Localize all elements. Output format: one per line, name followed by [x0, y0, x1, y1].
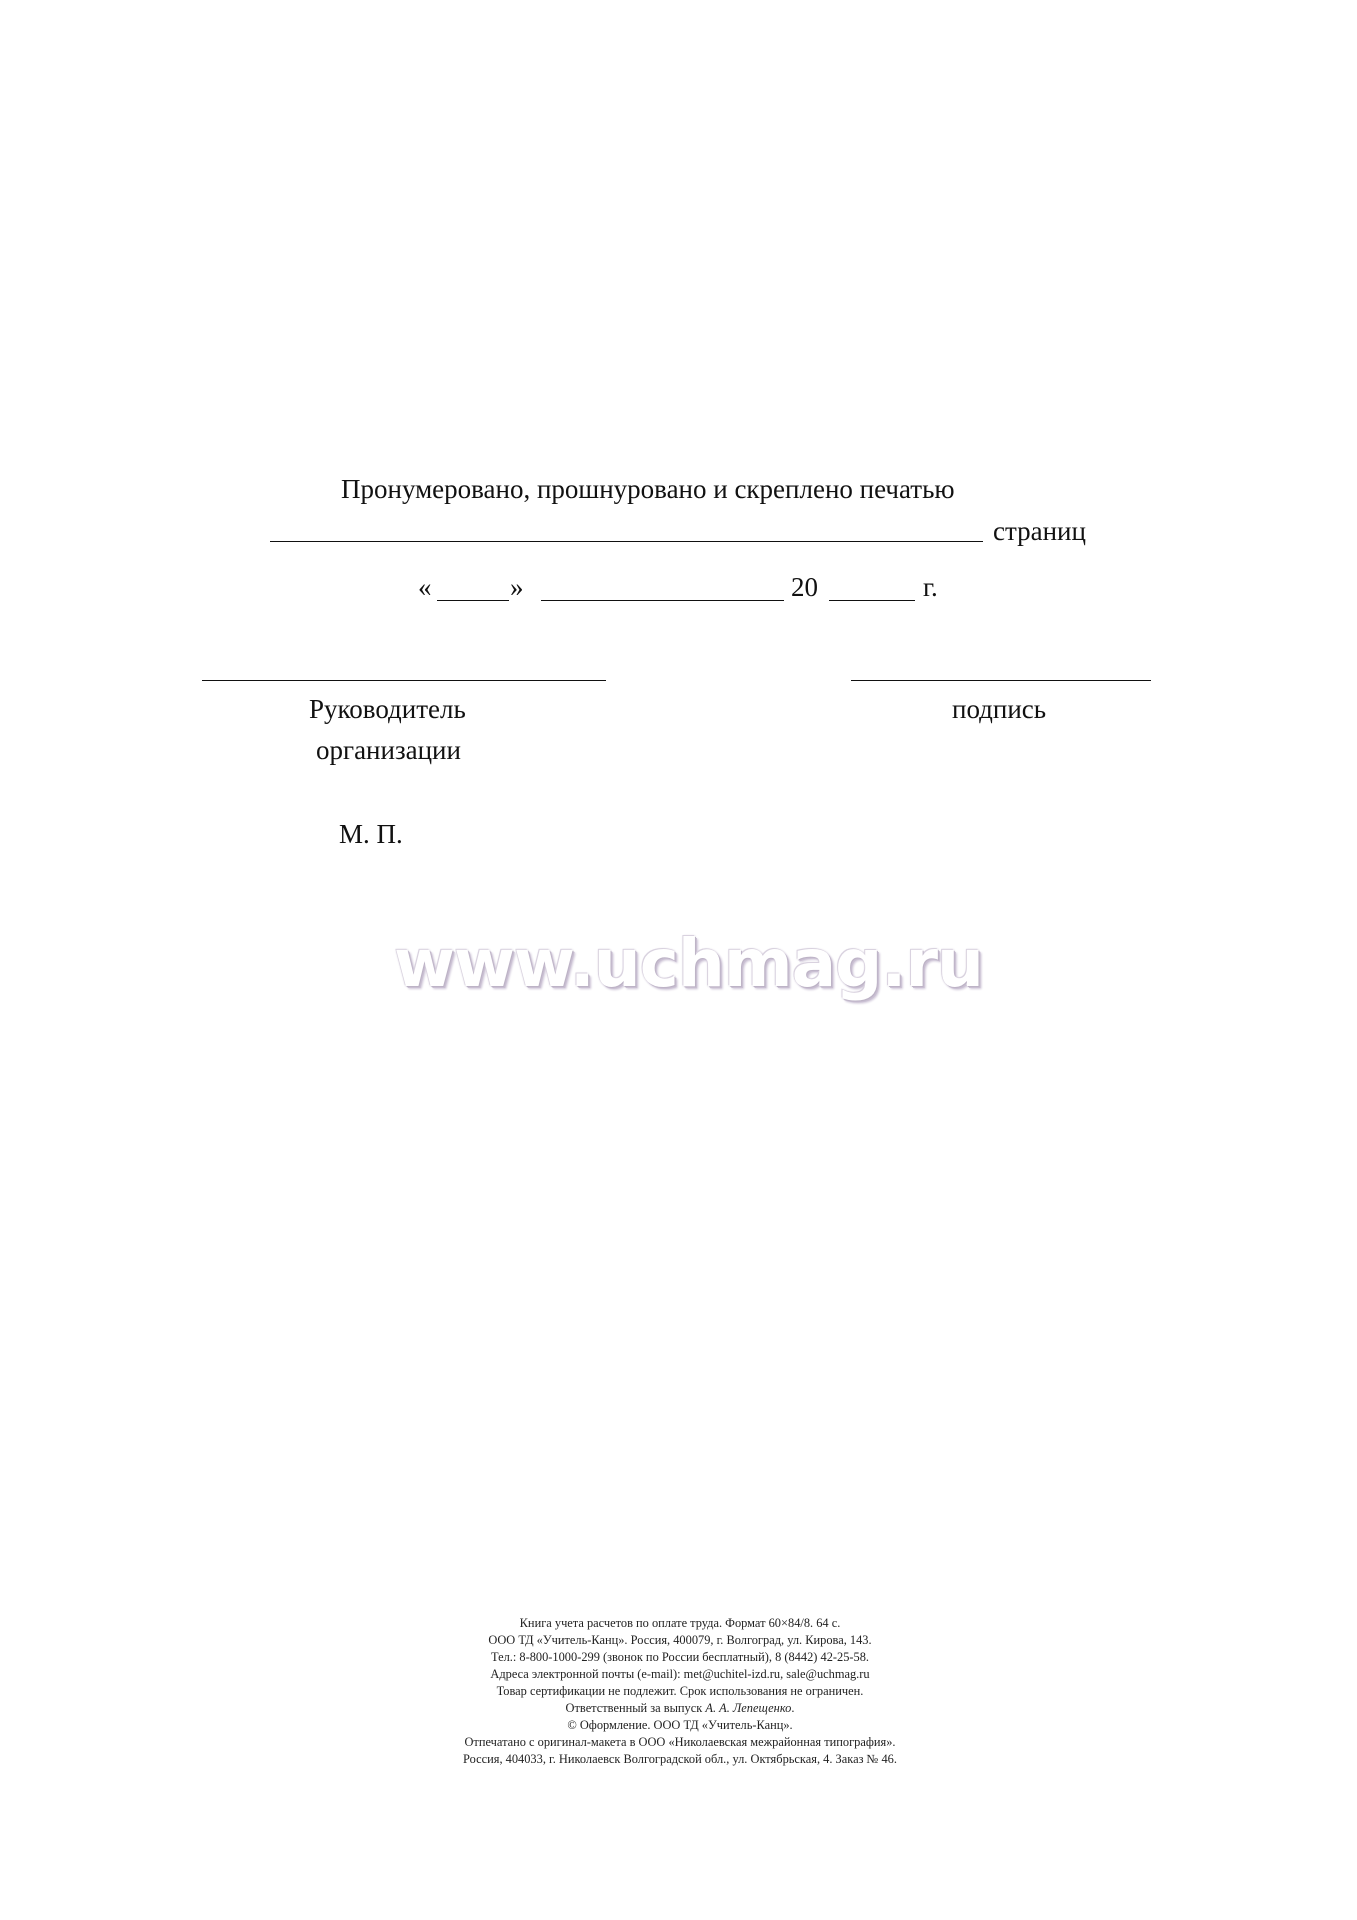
year-suffix: г.	[923, 572, 938, 602]
imprint-line: ООО ТД «Учитель-Канц». Россия, 400079, г. Волгоград, ул. Кирова, 143.	[488, 1633, 872, 1647]
imprint-line: Россия, 404033, г. Николаевск Волгоградской обл., ул. Октябрьская, 4. Заказ № 46.	[463, 1752, 897, 1766]
organization-label: организации	[316, 735, 461, 765]
month-blank-line	[541, 600, 784, 601]
imprint-responsible-name: А. А. Лепещенко	[705, 1701, 792, 1715]
certification-heading: Пронумеровано, прошнуровано и скреплено печатью	[341, 474, 955, 504]
head-label: Руководитель	[309, 694, 466, 724]
imprint-line: Адреса электронной почты (e-mail): met@uchitel-izd.ru, sale@uchmag.ru	[490, 1667, 870, 1681]
signature-label: подпись	[952, 694, 1047, 724]
imprint-responsible-prefix: Ответственный за выпуск	[565, 1701, 703, 1715]
page-count-blank-line	[270, 541, 983, 542]
imprint-responsible-suffix: .	[791, 1701, 795, 1715]
stamp-place-label: М. П.	[339, 819, 403, 849]
head-signature-line	[202, 680, 606, 681]
imprint-line: © Оформление. ООО ТД «Учитель-Канц».	[567, 1718, 793, 1732]
year-prefix: 20	[791, 572, 818, 602]
imprint-line: Книга учета расчетов по оплате труда. Формат 60×84/8. 64 с.	[519, 1616, 841, 1630]
year-blank-line	[829, 600, 915, 601]
date-quote-close: »	[510, 572, 524, 602]
day-blank-line	[437, 600, 509, 601]
imprint-line	[380, 1700, 980, 1717]
watermark: www.uchmag.ru	[394, 925, 984, 1002]
imprint-line: Товар сертификации не подлежит. Срок использования не ограничен.	[496, 1684, 864, 1698]
date-quote-open: «	[418, 572, 432, 602]
imprint-line: Отпечатано с оригинал-макета в ООО «Николаевская межрайонная типография».	[464, 1735, 896, 1749]
imprint-line: Тел.: 8-800-1000-299 (звонок по России бесплатный), 8 (8442) 42-25-58.	[490, 1650, 870, 1664]
publisher-imprint	[380, 1615, 980, 1768]
pages-word: страниц	[993, 516, 1086, 546]
signature-line	[851, 680, 1151, 681]
